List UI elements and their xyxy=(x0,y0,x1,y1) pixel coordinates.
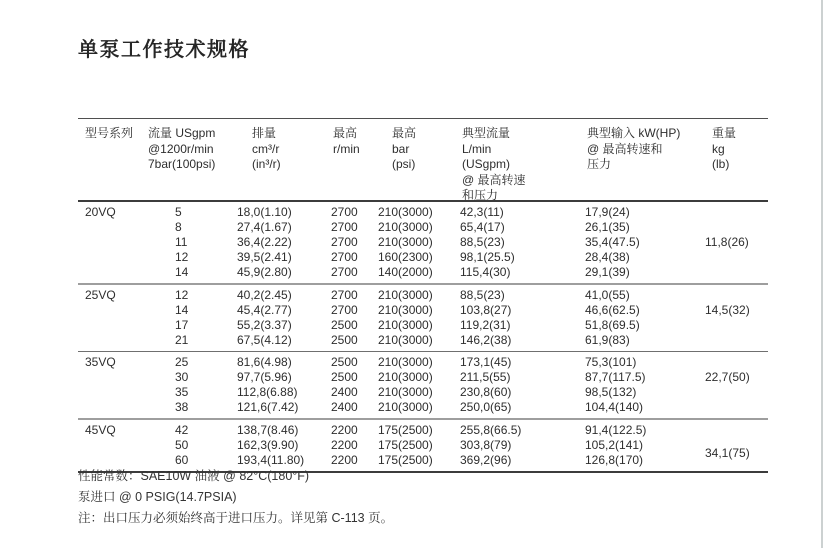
cell-typical-flow: 173,1(45) xyxy=(460,355,512,369)
cell-max-pressure: 210(3000) xyxy=(378,303,433,317)
cell-displacement: 45,9(2.80) xyxy=(237,265,292,279)
cell-max-pressure: 210(3000) xyxy=(378,333,433,347)
cell-flow: 12 xyxy=(175,288,189,302)
table-group-25VQ xyxy=(78,285,768,352)
page-title: 单泵工作技术规格 xyxy=(78,39,250,61)
header-typical-flow-line: 典型流量 xyxy=(462,126,511,140)
header-displacement-line: cm³/r xyxy=(252,141,280,156)
header-flow xyxy=(148,126,215,173)
cell-typical-flow: 88,5(23) xyxy=(460,288,505,302)
cell-typical-flow: 255,8(66.5) xyxy=(460,423,522,437)
cell-max-speed: 2700 xyxy=(331,235,358,249)
header-max-speed-line: 最高 xyxy=(333,126,358,140)
cell-max-speed: 2500 xyxy=(331,370,358,384)
header-max-pressure xyxy=(392,126,416,173)
cell-max-speed: 2400 xyxy=(331,385,358,399)
cell-weight: 11,8(26) xyxy=(705,235,749,249)
cell-flow: 21 xyxy=(175,333,189,347)
cell-max-speed: 2400 xyxy=(331,400,358,414)
cell-flow: 12 xyxy=(175,250,189,264)
cell-flow: 35 xyxy=(175,385,189,399)
footnotes xyxy=(78,466,393,529)
cell-typical-flow: 119,2(31) xyxy=(460,318,511,332)
cell-displacement: 162,3(9.90) xyxy=(237,438,299,452)
cell-displacement: 45,4(2.77) xyxy=(237,303,292,317)
cell-typical-flow: 42,3(11) xyxy=(460,205,504,219)
cell-max-speed: 2500 xyxy=(331,318,358,332)
cell-flow: 30 xyxy=(175,370,189,384)
header-typical-flow-line: (USgpm) xyxy=(462,157,511,171)
cell-displacement: 36,4(2.22) xyxy=(237,235,292,249)
header-max-pressure-line: (psi) xyxy=(392,157,416,171)
header-max-speed xyxy=(333,126,360,157)
cell-displacement: 81,6(4.98) xyxy=(237,355,292,369)
cell-max-pressure: 210(3000) xyxy=(378,205,433,219)
cell-displacement: 112,8(6.88) xyxy=(237,385,298,399)
cell-typical-flow: 98,1(25.5) xyxy=(460,250,515,264)
cell-max-pressure: 175(2500) xyxy=(378,453,433,467)
table-body xyxy=(78,202,768,473)
cell-max-pressure: 140(2000) xyxy=(378,265,433,279)
cell-typical-input: 61,9(83) xyxy=(585,333,630,347)
header-typical-flow-line: 和压力 xyxy=(462,188,499,202)
header-typical-input-line: 压力 xyxy=(587,157,612,171)
header-model xyxy=(85,126,133,142)
table-group-35VQ xyxy=(78,352,768,420)
model-label: 45VQ xyxy=(85,423,116,437)
cell-displacement: 18,0(1.10) xyxy=(237,205,292,219)
cell-max-speed: 2700 xyxy=(331,288,358,302)
cell-typical-input: 41,0(55) xyxy=(585,288,630,302)
header-weight-line: 重量 xyxy=(712,126,737,140)
cell-max-speed: 2700 xyxy=(331,205,358,219)
header-typical-flow-line: L/min xyxy=(462,141,492,156)
cell-displacement: 40,2(2.45) xyxy=(237,288,292,302)
note-pump-inlet: 泵进口 @ 0 PSIG(14.7PSIA) xyxy=(78,490,237,504)
cell-typical-flow: 303,8(79) xyxy=(460,438,512,452)
header-typical-flow xyxy=(462,126,526,204)
cell-flow: 50 xyxy=(175,438,189,452)
header-typical-input-line: @ 最高转速和 xyxy=(587,141,663,156)
cell-displacement: 39,5(2.41) xyxy=(237,250,292,264)
header-typical-flow-line: @ 最高转速 xyxy=(462,172,526,187)
header-displacement-line: 排量 xyxy=(252,126,277,140)
header-weight xyxy=(712,126,736,173)
cell-max-speed: 2200 xyxy=(331,438,358,452)
header-flow-line: 流量 USgpm xyxy=(148,126,216,140)
table-group-20VQ xyxy=(78,202,768,285)
cell-weight: 14,5(32) xyxy=(705,303,750,317)
header-model-label: 型号系列 xyxy=(85,126,134,140)
cell-flow: 8 xyxy=(175,220,182,234)
cell-typical-input: 126,8(170) xyxy=(585,453,644,467)
note-outlet-pressure: 注：出口压力必须始终高于进口压力。详见第 C-113 页。 xyxy=(78,511,394,525)
cell-displacement: 138,7(8.46) xyxy=(237,423,299,437)
cell-typical-input: 87,7(117.5) xyxy=(585,370,646,384)
cell-flow: 42 xyxy=(175,423,189,437)
cell-typical-input: 104,4(140) xyxy=(585,400,644,414)
cell-flow: 60 xyxy=(175,453,189,467)
cell-typical-flow: 230,8(60) xyxy=(460,385,512,399)
header-max-pressure-line: bar xyxy=(392,141,410,156)
cell-typical-flow: 211,5(55) xyxy=(460,370,511,384)
cell-flow: 14 xyxy=(175,303,189,317)
header-weight-line: kg xyxy=(712,141,725,156)
cell-typical-flow: 65,4(17) xyxy=(460,220,505,234)
cell-max-speed: 2700 xyxy=(331,265,358,279)
cell-flow: 38 xyxy=(175,400,189,414)
cell-typical-input: 91,4(122.5) xyxy=(585,423,647,437)
cell-max-speed: 2200 xyxy=(331,453,358,467)
header-flow-line: @1200r/min xyxy=(148,141,214,156)
header-displacement-line: (in³/r) xyxy=(252,157,281,171)
cell-displacement: 27,4(1.67) xyxy=(237,220,292,234)
cell-displacement: 67,5(4.12) xyxy=(237,333,292,347)
header-typical-input-line: 典型输入 kW(HP) xyxy=(587,126,681,140)
header-weight-line: (lb) xyxy=(712,157,730,171)
cell-typical-input: 51,8(69.5) xyxy=(585,318,640,332)
cell-displacement: 55,2(3.37) xyxy=(237,318,292,332)
header-typical-input xyxy=(587,126,680,173)
model-label: 20VQ xyxy=(85,205,116,219)
cell-flow: 11 xyxy=(175,235,188,249)
header-displacement xyxy=(252,126,281,173)
cell-typical-flow: 146,2(38) xyxy=(460,333,512,347)
cell-flow: 17 xyxy=(175,318,189,332)
cell-typical-flow: 115,4(30) xyxy=(460,265,511,279)
cell-max-pressure: 210(3000) xyxy=(378,235,433,249)
cell-typical-flow: 369,2(96) xyxy=(460,453,512,467)
spec-table xyxy=(78,118,768,473)
cell-max-pressure: 210(3000) xyxy=(378,385,433,399)
cell-max-speed: 2700 xyxy=(331,250,358,264)
cell-flow: 25 xyxy=(175,355,189,369)
cell-max-pressure: 175(2500) xyxy=(378,423,433,437)
cell-max-pressure: 210(3000) xyxy=(378,288,433,302)
cell-max-speed: 2700 xyxy=(331,303,358,317)
cell-flow: 5 xyxy=(175,205,182,219)
cell-weight: 22,7(50) xyxy=(705,370,750,384)
cell-max-pressure: 210(3000) xyxy=(378,318,433,332)
cell-typical-flow: 250,0(65) xyxy=(460,400,512,414)
header-max-pressure-line: 最高 xyxy=(392,126,417,140)
model-label: 35VQ xyxy=(85,355,116,369)
cell-max-pressure: 210(3000) xyxy=(378,370,433,384)
cell-max-speed: 2700 xyxy=(331,220,358,234)
cell-typical-input: 28,4(38) xyxy=(585,250,630,264)
page-edge-line xyxy=(821,0,823,548)
cell-displacement: 121,6(7.42) xyxy=(237,400,299,414)
cell-typical-input: 35,4(47.5) xyxy=(585,235,640,249)
cell-typical-input: 26,1(35) xyxy=(585,220,630,234)
cell-max-pressure: 175(2500) xyxy=(378,438,433,452)
cell-typical-input: 98,5(132) xyxy=(585,385,637,399)
model-label: 25VQ xyxy=(85,288,116,302)
cell-displacement: 97,7(5.96) xyxy=(237,370,292,384)
cell-max-speed: 2500 xyxy=(331,333,358,347)
cell-flow: 14 xyxy=(175,265,189,279)
cell-displacement: 193,4(11.80) xyxy=(237,453,305,467)
header-flow-line: 7bar(100psi) xyxy=(148,157,216,171)
cell-typical-input: 75,3(101) xyxy=(585,355,637,369)
note-performance-constants: 性能常数：SAE10W 油液 @ 82°C(180°F) xyxy=(78,469,310,483)
cell-typical-flow: 88,5(23) xyxy=(460,235,505,249)
cell-typical-flow: 103,8(27) xyxy=(460,303,512,317)
cell-max-speed: 2500 xyxy=(331,355,358,369)
cell-typical-input: 46,6(62.5) xyxy=(585,303,640,317)
cell-typical-input: 105,2(141) xyxy=(585,438,644,452)
cell-max-pressure: 160(2300) xyxy=(378,250,433,264)
cell-max-speed: 2200 xyxy=(331,423,358,437)
table-header xyxy=(78,119,768,202)
cell-typical-input: 17,9(24) xyxy=(585,205,630,219)
cell-typical-input: 29,1(39) xyxy=(585,265,630,279)
cell-max-pressure: 210(3000) xyxy=(378,220,433,234)
header-max-speed-line: r/min xyxy=(333,141,360,156)
cell-weight: 34,1(75) xyxy=(705,445,750,460)
cell-max-pressure: 210(3000) xyxy=(378,355,433,369)
cell-max-pressure: 210(3000) xyxy=(378,400,433,414)
